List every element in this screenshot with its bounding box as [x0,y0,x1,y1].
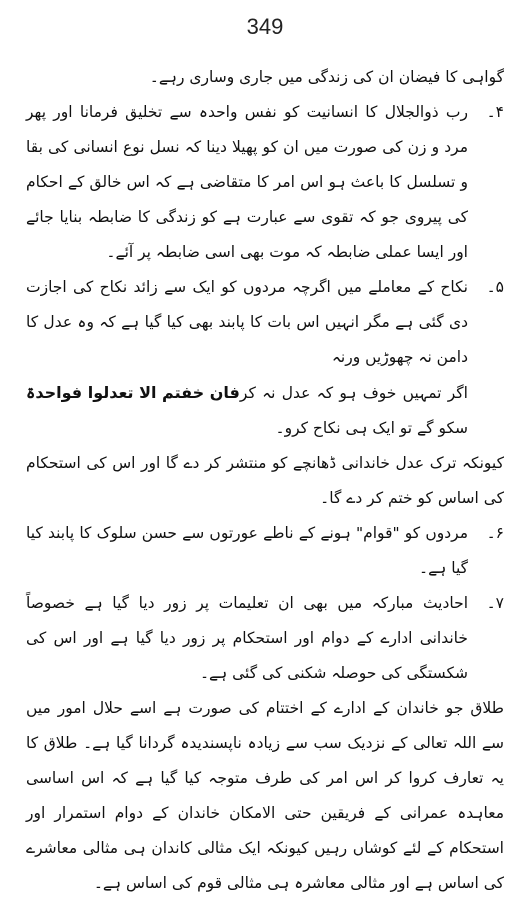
page-text [26,60,504,901]
item-text: احادیث مبارکہ میں بھی ان تعلیمات پر زور دیا گیا ہے خصوصاً خاندانی ادارے کے دوام اور استحکام پر زور دیا گیا ہے اور اس کی شکستگی کی حوصلہ شکنی کی گئی ہے۔ [26,594,468,682]
verse-translation: اگر تمہیں خوف ہو کہ عدل نہ کر سکو گے تو ایک ہی نکاح کرو۔ [239,384,468,437]
item-text: نکاح کے معاملے میں اگرچہ مردوں کو ایک سے زائد نکاح کی اجازت دی گئی ہے مگر انہیں اس بات کا پابند بھی کیا گیا ہے کہ وہ عدل کا دامن نہ چھوڑیں ورنہ [26,278,468,366]
closing-paragraph: طلاق جو خاندان کے ادارے کے اختتام کی صورت ہے اسے حلال امور میں سے اللہ تعالی کے نزدیک سب سے زیادہ ناپسندیدہ گردانا گیا ہے۔ طلاق کا یہ تعارف کروا کر اس امر کی طرف متوجہ کیا گیا ہے کہ اس اساسی معاہدہ عمرانی کے فریقین حتی الامکان خاندان کے دوام استمرار اور استحکام کے لئے کوشاں رہیں کیونکہ ایک مثالی کاندان ہی مثالی معاشرے کی اساس ہے اور مثالی معاشرہ ہی مثالی قوم کی اساس ہے۔ [26,699,504,892]
list-item-6 [26,516,504,586]
after-item-5-paragraph: کیونکہ ترک عدل خاندانی ڈھانچے کو منتشر کر دے گا اور اس کی استحکام کی اساس کو ختم کر دے گا۔ [26,454,504,507]
item-text: مردوں کو "قوام" ہونے کے ناطے عورتوں سے حسن سلوک کا پابند کیا گیا ہے۔ [26,524,468,577]
verse-arabic: فان خفتم الا تعدلوا فواحدۃ [26,383,240,402]
page-number: 349 [246,14,284,39]
list-item-7 [26,586,504,691]
item-number: ۵۔ [486,278,504,296]
list-item-5 [26,270,504,375]
item-number: ۴۔ [486,103,504,121]
continuation-paragraph: گواہی کا فیضان ان کی زندگی میں جاری وساری رہے۔ [149,68,504,86]
item-number: ۶۔ [486,524,504,542]
list-item-4 [26,95,504,270]
item-number: ۷۔ [486,594,504,612]
item-text: رب ذوالجلال کا انسانیت کو نفس واحدہ سے تخلیق فرمانا اور پھر مرد و زن کی صورت میں ان کو پھیلا دینا کہ نسل نوع انسانی کی بقا و تسلسل کا باعث ہو اس امر کا متقاضی ہے کہ اس خالق کے احکام کی پیروی جو کہ تقوی سے عبارت ہے کو زندگی کا ضابطہ بنایا جائے اور ایسا عملی ضابطہ کہ موت بھی اسی ضابطہ پر آئے۔ [26,103,468,261]
verse-block [26,375,504,446]
